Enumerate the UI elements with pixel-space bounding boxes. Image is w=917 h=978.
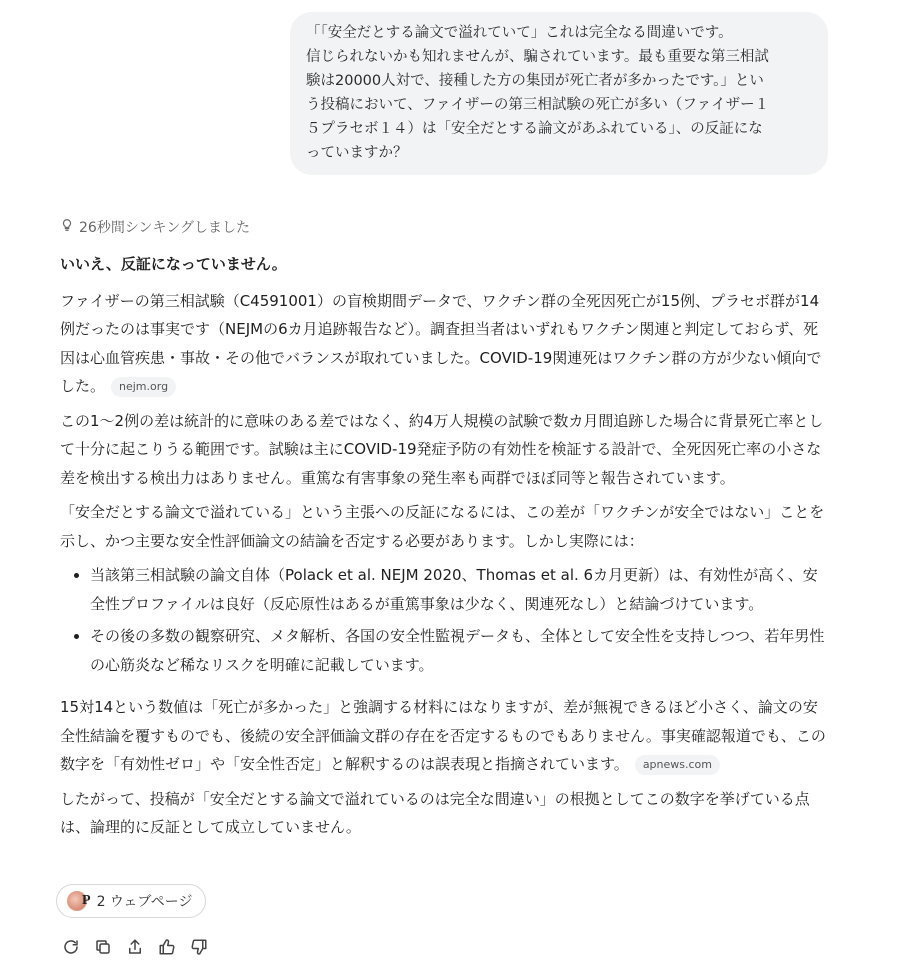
answer-lead: いいえ、反証になっていません。 <box>60 255 287 273</box>
source-chip-nejm[interactable]: nejm.org <box>111 377 176 397</box>
list-item: • その後の多数の観察研究、メタ解析、各国の安全性監視データも、全体として安全性を支持しつつ、若年男性の心筋炎など稀なリスクを明確に記載しています。 <box>90 622 830 679</box>
lightbulb-icon <box>60 218 74 236</box>
thumbs-down-icon[interactable] <box>190 938 208 956</box>
answer-paragraph: この1～2例の差は統計的に意味のある差ではなく、約4万人規模の試験で数カ月間追跡した場合に背景死亡率として十分に起こりうる範囲です。試験は主にCOVID-19発症予防の有効性を検証する設計で、全死因死亡率の小さな差を検出する検出力はありません。重篤な有害事象の発生率も両群でほぼ同等と報告されています。 <box>60 411 824 487</box>
answer-text: 15対14という数値は「死亡が多かった」と強調する材料にはなりますが、差が無視できるほど小さく、論文の安全性結論を覆すものでも、後続の安全評価論文群の存在を否定するものでもありません。事実確認報道でも、この数字を「有効性ゼロ」や「安全性否定」と解釈するのは誤表現と指摘されています。 <box>60 698 826 773</box>
user-message-line: う投稿において、ファイザーの第三相試験の死亡が多い（ファイザー１ <box>306 97 770 113</box>
user-message-line: 信じられないかも知れませんが、騙されています。最も重要な第三相試 <box>306 49 769 65</box>
answer-text: ファイザーの第三相試験（C4591001）の盲検期間データで、ワクチン群の全死因死亡が15例、プラセボ群が14例だったのは事実です（NEJMの6カ月追跡報告など）。調査担当者はいずれもワクチン関連と判定しておらず、死因は心血管疾患・事故・その他でバランスが取れていました。COVID-19関連死はワクチン群の方が少ない傾向でした。 <box>60 291 822 395</box>
sources-label: 2 ウェブページ <box>96 894 193 910</box>
thinking-toggle[interactable] <box>60 217 250 237</box>
action-bar <box>62 938 208 956</box>
user-message-line: 「「安全だとする論文で溢れていて」これは完全なる間違いです。 <box>306 25 733 41</box>
answer-paragraph <box>60 693 830 779</box>
source-chip-apnews[interactable]: apnews.com <box>635 755 720 775</box>
assistant-answer <box>60 250 830 848</box>
user-message-line: 験は20000人対で、接種した方の集団が死亡者が多かったです。」とい <box>306 73 764 89</box>
thinking-label: 26秒間シンキングしました <box>79 220 251 236</box>
copy-icon[interactable] <box>94 938 112 956</box>
regenerate-icon[interactable] <box>62 938 80 956</box>
user-message-line: っていますか？ <box>306 145 408 161</box>
answer-paragraph: したがって、投稿が「安全だとする論文で溢れているのは完全な間違い」の根拠としてこの数字を挙げている点は、論理的に反証として成立していません。 <box>60 789 810 836</box>
list-item: • 当該第三相試験の論文自体（Polack et al. NEJM 2020、Thomas et al. 6カ月更新）は、有効性が高く、安全性プロファイルは良好（反応原性はあるが重篤事象は少なく、関連死なし）と結論づけています。 <box>90 561 830 618</box>
favicon-letter: P <box>82 893 91 908</box>
answer-paragraph <box>60 287 830 401</box>
thumbs-up-icon[interactable] <box>158 938 176 956</box>
answer-paragraph: 「安全だとする論文で溢れている」という主張への反証になるには、この差が「ワクチンが安全ではない」ことを示し、かつ主要な安全性評価論文の結論を否定する必要があります。しかし実際には： <box>60 503 825 550</box>
answer-bullet-list <box>60 561 830 679</box>
source-favicons <box>67 891 91 911</box>
user-message-line: ５プラセボ１４）は「安全だとする論文があふれている」、の反証にな <box>306 121 763 137</box>
user-message-bubble <box>290 12 828 175</box>
sources-button[interactable] <box>56 884 206 918</box>
share-icon[interactable] <box>126 938 144 956</box>
